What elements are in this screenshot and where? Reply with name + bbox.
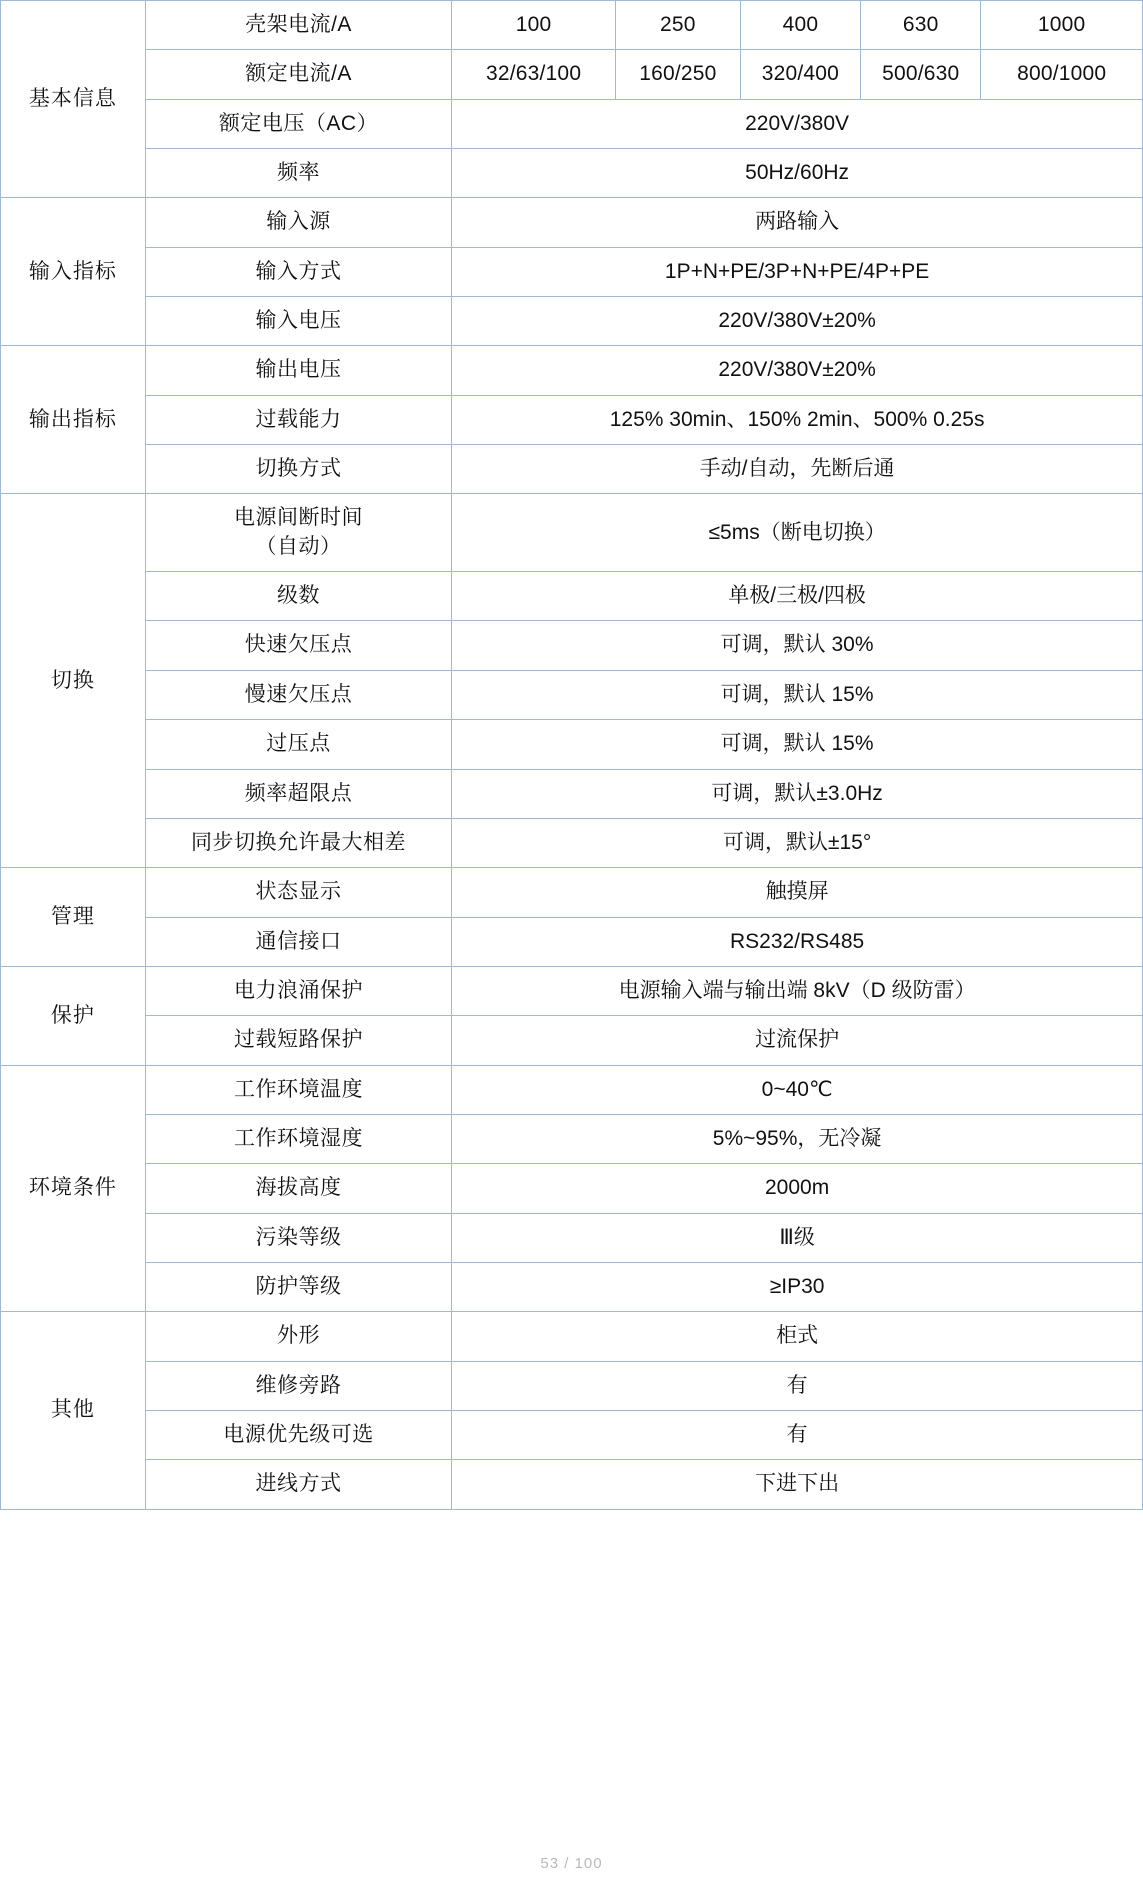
table-row [1, 818, 1143, 867]
group-label-output-spec: 输出指标 [1, 346, 146, 494]
row-label-line1: 电源间断时间 [234, 506, 364, 530]
frame-current-1000: 1000 [981, 1, 1143, 50]
table-row [1, 1312, 1143, 1361]
table-row [1, 395, 1143, 444]
frame-current-250: 250 [615, 1, 740, 50]
row-label: 输入电压 [145, 297, 451, 346]
table-row [1, 494, 1143, 572]
row-value: 0~40℃ [452, 1065, 1143, 1114]
rated-current-1: 32/63/100 [452, 50, 616, 99]
row-label: 电源优先级可选 [145, 1410, 451, 1459]
table-row [1, 247, 1143, 296]
rated-current-2: 160/250 [615, 50, 740, 99]
group-label-switching: 切换 [1, 494, 146, 868]
row-label: 同步切换允许最大相差 [145, 818, 451, 867]
row-label: 过压点 [145, 720, 451, 769]
row-value: 可调，默认 30% [452, 621, 1143, 670]
rated-current-4: 500/630 [861, 50, 981, 99]
table-row [1, 1410, 1143, 1459]
group-label-input-spec: 输入指标 [1, 198, 146, 346]
row-label-line2: （自动） [255, 534, 342, 558]
table-row [1, 149, 1143, 198]
table-row [1, 99, 1143, 148]
table-row [1, 297, 1143, 346]
table-row [1, 445, 1143, 494]
table-row [1, 720, 1143, 769]
row-value: ≤5ms（断电切换） [452, 494, 1143, 572]
row-label: 电力浪涌保护 [145, 966, 451, 1015]
row-value: 触摸屏 [452, 868, 1143, 917]
group-label-protection: 保护 [1, 966, 146, 1065]
table-row [1, 1114, 1143, 1163]
row-value: 可调，默认±15° [452, 818, 1143, 867]
row-value: 可调，默认 15% [452, 720, 1143, 769]
row-value: 125% 30min、150% 2min、500% 0.25s [452, 395, 1143, 444]
row-label: 污染等级 [145, 1213, 451, 1262]
table-row [1, 1016, 1143, 1065]
table-row [1, 1361, 1143, 1410]
row-label: 通信接口 [145, 917, 451, 966]
row-value: 220V/380V [452, 99, 1143, 148]
frame-current-630: 630 [861, 1, 981, 50]
row-label: 壳架电流/A [145, 1, 451, 50]
row-value: RS232/RS485 [452, 917, 1143, 966]
row-label: 切换方式 [145, 445, 451, 494]
row-label: 输入方式 [145, 247, 451, 296]
row-value: 电源输入端与输出端 8kV（D 级防雷） [452, 966, 1143, 1015]
row-value: 过流保护 [452, 1016, 1143, 1065]
row-value: 50Hz/60Hz [452, 149, 1143, 198]
table-row [1, 769, 1143, 818]
row-value: 两路输入 [452, 198, 1143, 247]
row-value: 单极/三极/四极 [452, 572, 1143, 621]
table-row [1, 966, 1143, 1015]
row-label: 维修旁路 [145, 1361, 451, 1410]
row-label: 额定电压（AC） [145, 99, 451, 148]
row-label: 外形 [145, 1312, 451, 1361]
rated-current-5: 800/1000 [981, 50, 1143, 99]
row-value: 1P+N+PE/3P+N+PE/4P+PE [452, 247, 1143, 296]
row-value: 柜式 [452, 1312, 1143, 1361]
row-value: 220V/380V±20% [452, 346, 1143, 395]
table-row [1, 621, 1143, 670]
page-number: 53 / 100 [540, 1855, 603, 1872]
table-row [1, 1164, 1143, 1213]
row-label: 工作环境温度 [145, 1065, 451, 1114]
group-label-environment: 环境条件 [1, 1065, 146, 1312]
row-label: 级数 [145, 572, 451, 621]
row-value: 手动/自动，先断后通 [452, 445, 1143, 494]
table-row [1, 198, 1143, 247]
row-label: 输入源 [145, 198, 451, 247]
group-label-basic-info: 基本信息 [1, 1, 146, 198]
row-label: 频率超限点 [145, 769, 451, 818]
row-label: 海拔高度 [145, 1164, 451, 1213]
row-label: 频率 [145, 149, 451, 198]
row-label: 进线方式 [145, 1460, 451, 1509]
row-value: 5%~95%，无冷凝 [452, 1114, 1143, 1163]
row-value: 下进下出 [452, 1460, 1143, 1509]
table-row [1, 50, 1143, 99]
row-value: Ⅲ级 [452, 1213, 1143, 1262]
row-label: 过载短路保护 [145, 1016, 451, 1065]
row-label: 状态显示 [145, 868, 451, 917]
rated-current-3: 320/400 [740, 50, 860, 99]
table-row [1, 670, 1143, 719]
table-row [1, 346, 1143, 395]
table-row [1, 572, 1143, 621]
table-row [1, 1262, 1143, 1311]
table-row [1, 1213, 1143, 1262]
row-value: 220V/380V±20% [452, 297, 1143, 346]
row-label: 输出电压 [145, 346, 451, 395]
group-label-management: 管理 [1, 868, 146, 967]
row-label: 额定电流/A [145, 50, 451, 99]
table-row [1, 917, 1143, 966]
table-row [1, 1, 1143, 50]
row-label: 快速欠压点 [145, 621, 451, 670]
row-label: 慢速欠压点 [145, 670, 451, 719]
row-label: 过载能力 [145, 395, 451, 444]
row-label [145, 494, 451, 572]
row-value: 有 [452, 1410, 1143, 1459]
row-value: 2000m [452, 1164, 1143, 1213]
row-label: 工作环境湿度 [145, 1114, 451, 1163]
frame-current-100: 100 [452, 1, 616, 50]
table-row [1, 1065, 1143, 1114]
table-row [1, 1460, 1143, 1509]
row-value: 可调，默认±3.0Hz [452, 769, 1143, 818]
row-value: ≥IP30 [452, 1262, 1143, 1311]
frame-current-400: 400 [740, 1, 860, 50]
table-row [1, 868, 1143, 917]
row-value: 可调，默认 15% [452, 670, 1143, 719]
group-label-other: 其他 [1, 1312, 146, 1509]
row-label: 防护等级 [145, 1262, 451, 1311]
row-value: 有 [452, 1361, 1143, 1410]
